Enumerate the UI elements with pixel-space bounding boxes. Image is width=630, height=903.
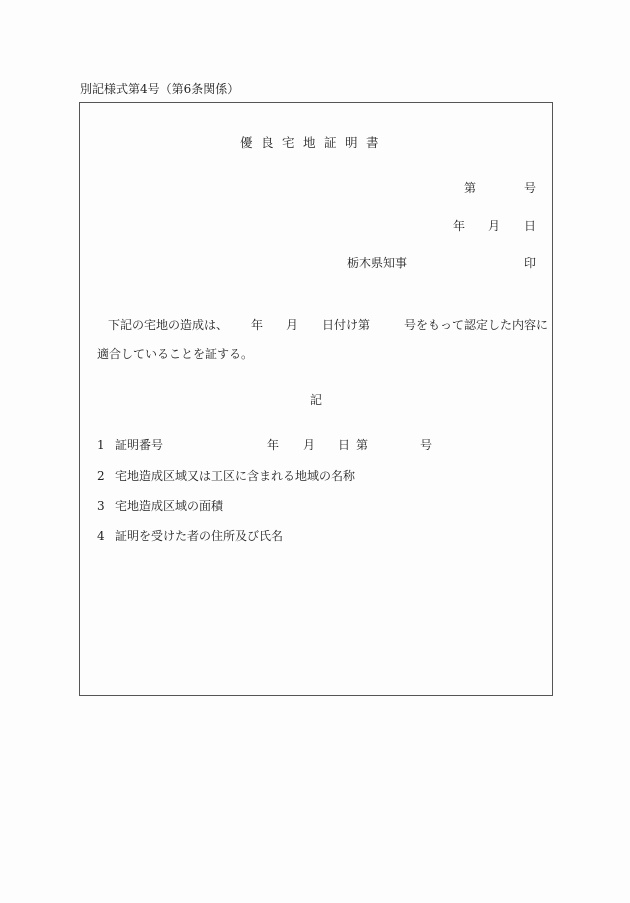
item1-number-suffix: 号	[420, 438, 433, 452]
number-suffix: 号	[524, 181, 537, 195]
body-line1-start: 下記の宅地の造成は、	[108, 318, 229, 332]
item-area-size: 宅地造成区域の面積	[115, 499, 224, 513]
ki-heading: 記	[310, 393, 323, 407]
item-number: 4	[97, 529, 105, 543]
document-title: 優良宅地証明書	[240, 135, 388, 150]
item1-year-label: 年	[267, 438, 280, 452]
item1-day-label: 日	[338, 438, 351, 452]
item-number: 2	[97, 469, 105, 483]
item-number: 3	[97, 499, 105, 513]
date-month-label: 月	[488, 219, 501, 233]
item1-number-prefix: 第	[356, 438, 369, 452]
body-month-label: 月	[286, 318, 299, 332]
seal-mark: 印	[524, 256, 537, 270]
date-year-label: 年	[453, 219, 466, 233]
body-line1-tail: 号をもって認定した内容に	[404, 318, 549, 332]
issuer-name: 栃木県知事	[347, 256, 408, 270]
date-day-label: 日	[524, 219, 537, 233]
item-recipient-address-name: 証明を受けた者の住所及び氏名	[115, 529, 284, 543]
number-prefix: 第	[464, 181, 477, 195]
item-number: 1	[97, 438, 105, 452]
form-number-label: 別記様式第4号（第6条関係）	[80, 82, 240, 96]
body-line1-mid: 日付け第	[322, 318, 371, 332]
body-year-label: 年	[251, 318, 264, 332]
item-certificate-number: 証明番号	[115, 438, 164, 452]
item1-month-label: 月	[303, 438, 316, 452]
body-line2: 適合していることを証する。	[97, 347, 254, 361]
item-area-name: 宅地造成区域又は工区に含まれる地域の名称	[115, 469, 356, 483]
